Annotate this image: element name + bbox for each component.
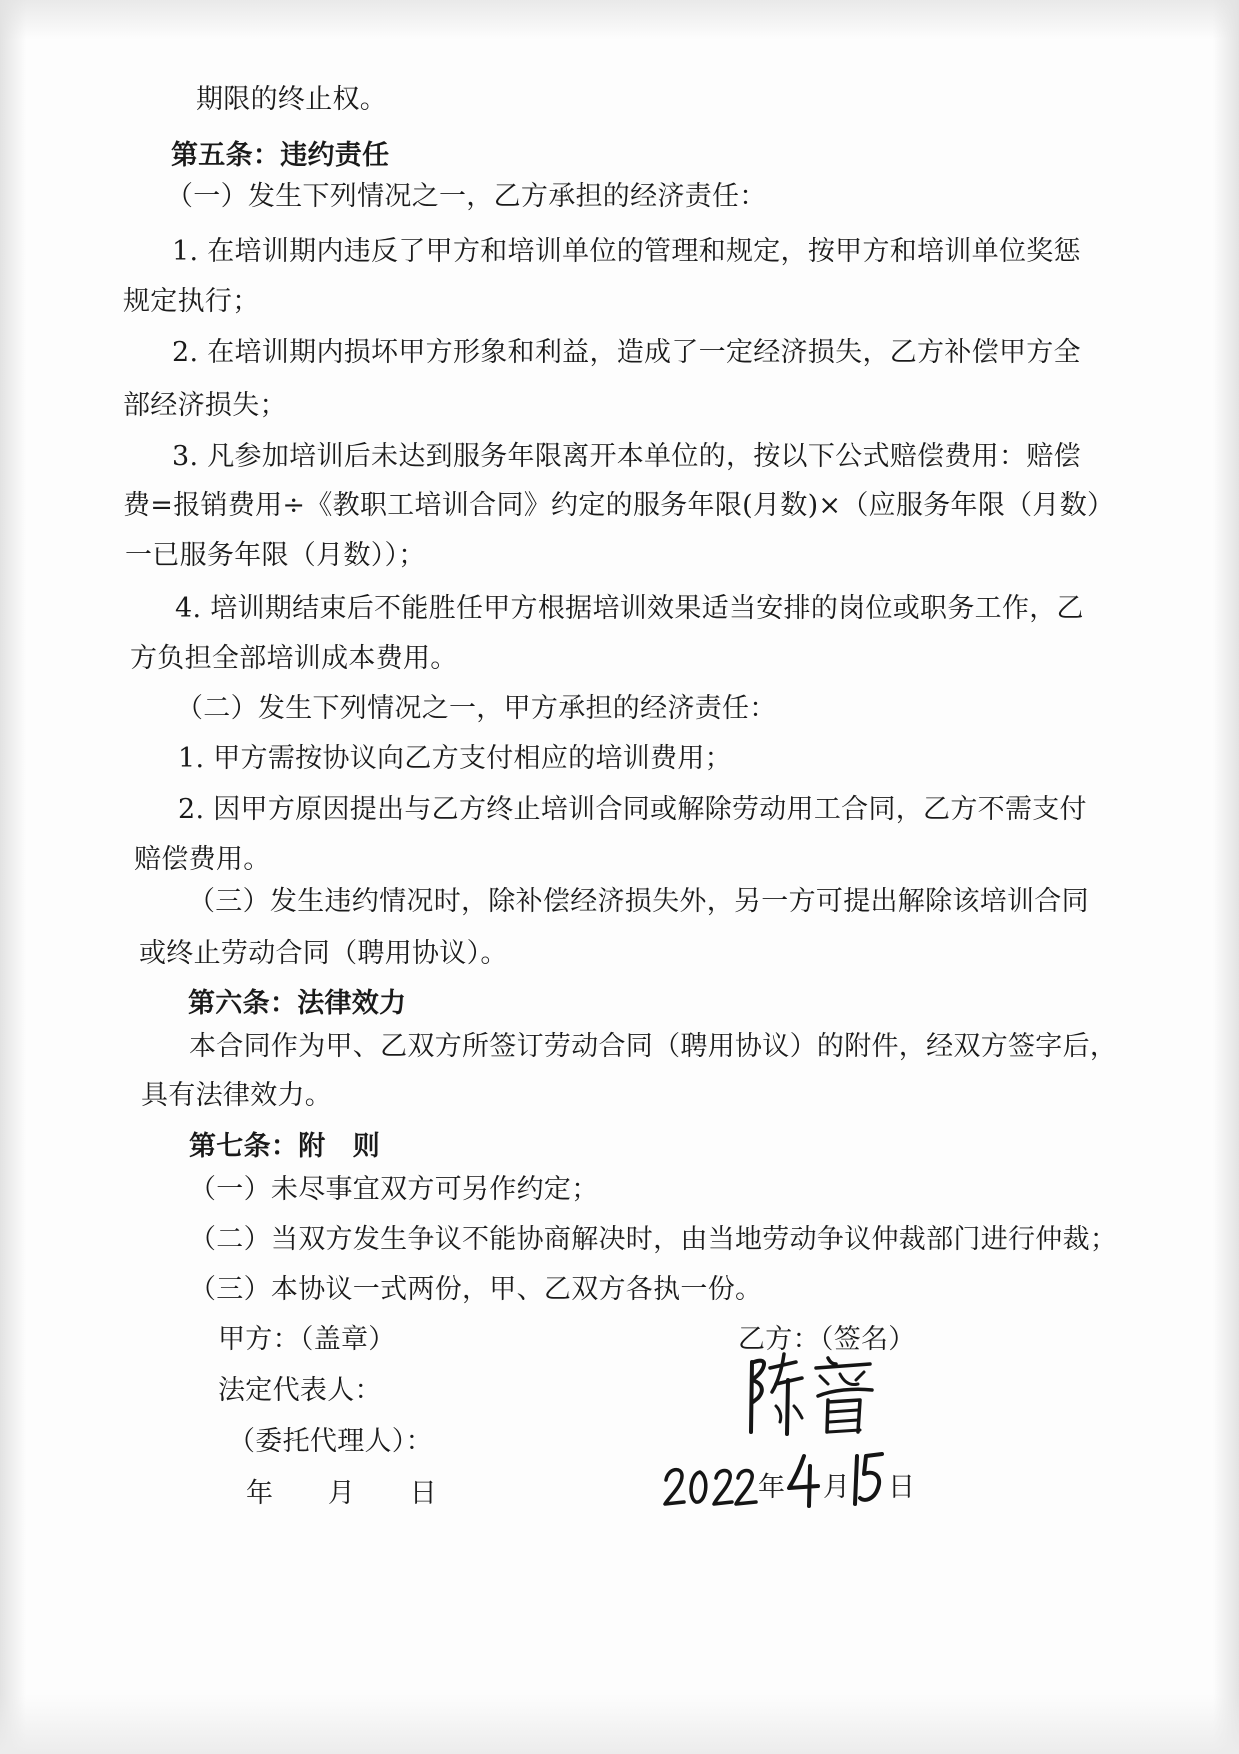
legal-rep-label: 法定代表人： (218, 1375, 382, 1406)
text-line: 部经济损失； (123, 390, 287, 421)
section-heading-6: 第六条：法律效力 (188, 988, 407, 1019)
text-line: 1. 甲方需按协议向乙方支付相应的培训费用； (178, 743, 732, 774)
text-line: 具有法律效力。 (141, 1080, 333, 1111)
handwritten-year (662, 1462, 758, 1514)
text-line: 2. 在培训期内损坏甲方形象和利益，造成了一定经济损失，乙方补偿甲方全 (172, 337, 1081, 368)
text-line: 4. 培训期结束后不能胜任甲方根据培训效果适当安排的岗位或职务工作，乙 (175, 593, 1084, 624)
text-line: 或终止劳动合同（聘用协议）。 (139, 938, 508, 969)
text-line: 期限的终止权。 (196, 84, 388, 115)
text-line: 本合同作为甲、乙双方所签订劳动合同（聘用协议）的附件，经双方签字后， (189, 1031, 1118, 1062)
text-line: 一已服务年限（月数））； (125, 540, 426, 571)
scan-edge-top (0, 0, 1239, 40)
section-heading-7: 第七条：附 则 (189, 1131, 381, 1162)
text-line: 3. 凡参加培训后未达到服务年限离开本单位的，按以下公式赔偿费用：赔偿 (172, 441, 1081, 472)
scan-edge-right (1213, 0, 1239, 1754)
text-line: 方负担全部培训成本费用。 (130, 643, 458, 674)
scan-edge-left (0, 0, 26, 1754)
clause-heading: （一）发生下列情况之一，乙方承担的经济责任： (166, 181, 767, 212)
text-line: 赔偿费用。 (134, 844, 271, 875)
party-b-label: 乙方：（签名） (738, 1324, 916, 1355)
clause-heading: （二）发生下列情况之一，甲方承担的经济责任： (176, 693, 777, 724)
text-line: 2. 因甲方原因提出与乙方终止培训合同或解除劳动用工合同，乙方不需支付 (178, 794, 1087, 825)
scan-edge-bottom (0, 1694, 1239, 1754)
section-heading-5: 第五条：违约责任 (171, 140, 390, 171)
clause-item: （三）本协议一式两份，甲、乙双方各执一份。 (189, 1274, 763, 1305)
text-line: 1. 在培训期内违反了甲方和培训单位的管理和规定，按甲方和培训单位奖惩 (172, 236, 1081, 267)
clause-heading: （三）发生违约情况时，除补偿经济损失外，另一方可提出解除该培训合同 (188, 886, 1089, 917)
clause-item: （二）当双方发生争议不能协商解决时，由当地劳动争议仲裁部门进行仲裁； (189, 1224, 1118, 1255)
date-month-char: 月 (823, 1472, 851, 1503)
text-line: 规定执行； (123, 286, 260, 317)
date-year-char: 年 (758, 1472, 786, 1503)
party-a-date: 年 月 日 (246, 1478, 438, 1509)
handwritten-day (850, 1448, 888, 1510)
date-day-char: 日 (888, 1472, 916, 1503)
party-a-label: 甲方：（盖章） (218, 1324, 396, 1355)
handwritten-signature (732, 1350, 882, 1440)
text-line: 费=报销费用÷《教职工培训合同》约定的服务年限(月数)×（应服务年限（月数） (123, 490, 1115, 521)
clause-item: （一）未尽事宜双方可另作约定； (189, 1174, 599, 1205)
handwritten-month (786, 1452, 822, 1510)
agent-label: （委托代理人）： (228, 1426, 433, 1457)
